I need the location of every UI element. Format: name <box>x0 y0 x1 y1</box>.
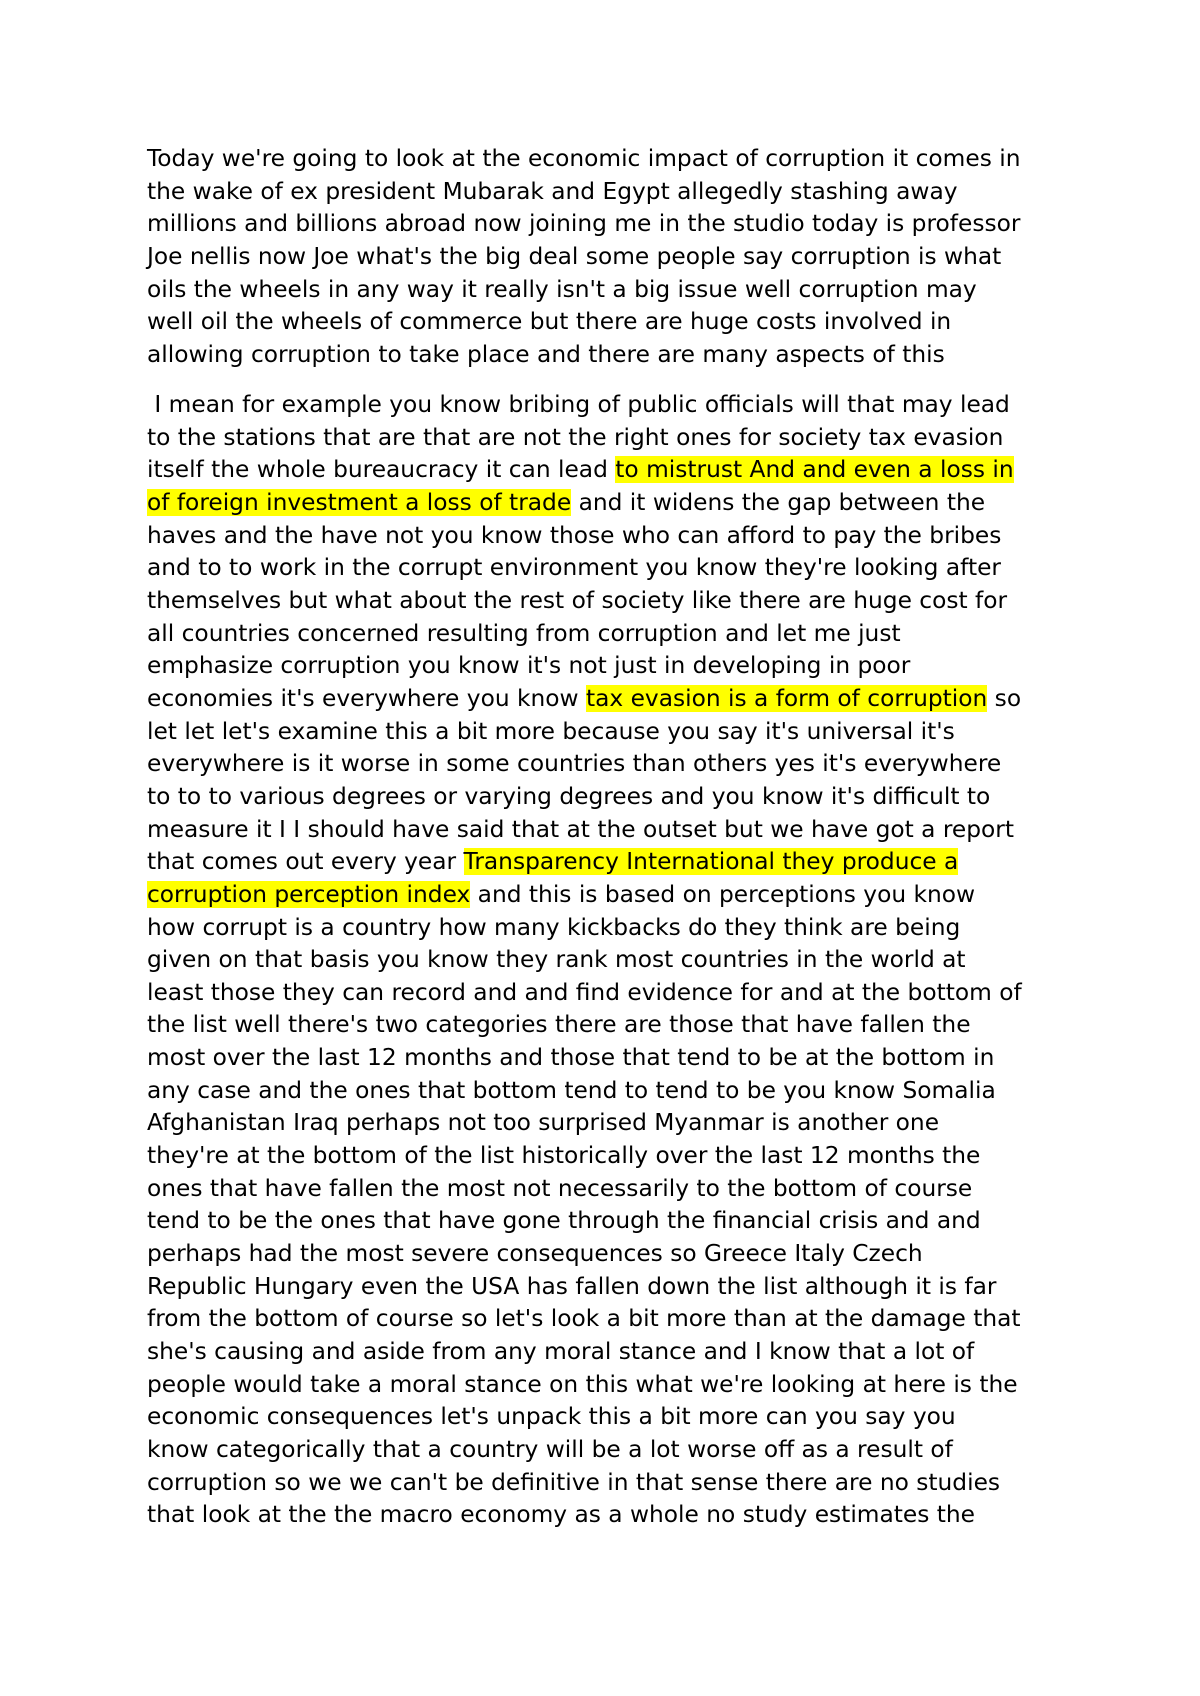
text-line: know categorically that a country will be a lot worse off as a result of <box>147 1436 953 1463</box>
text-line: they're at the bottom of the list historically over the last 12 months the <box>147 1142 981 1170</box>
text-line: that look at the the macro economy as a whole no study estimates the <box>147 1501 976 1529</box>
text-line: Republic Hungary even the USA has fallen down the list although it is far <box>147 1272 997 1300</box>
text-line: emphasize corruption you know it's not just in developing in poor <box>147 652 911 680</box>
text-line: measure it I I should have said that at the outset but we have got a report <box>147 815 1015 843</box>
text-line: all countries concerned resulting from corruption and let me just <box>147 619 901 647</box>
line-text: and it widens the gap between the <box>571 488 986 516</box>
text-line <box>147 454 1067 487</box>
paragraph-1 <box>147 143 1067 372</box>
text-line: allowing corruption to take place and there are many aspects of this <box>147 340 945 368</box>
highlighted-text: Transparency International they produce a <box>463 848 959 876</box>
text-line <box>147 487 1067 520</box>
highlighted-text: corruption perception index <box>147 880 471 908</box>
text-line: I mean for example you know bribing of public officials will that may lead <box>147 391 1010 418</box>
line-text: economies it's everywhere you know <box>147 684 586 712</box>
text-line: corruption so we we can't be definitive in that sense there are no studies <box>147 1468 1001 1496</box>
text-line: least those they can record and and find evidence for and at the bottom of <box>147 978 1022 1006</box>
highlighted-text: to mistrust And and even a loss in <box>615 456 1014 484</box>
highlighted-text: tax evasion is a form of corruption <box>585 684 988 712</box>
text-line: oils the wheels in any way it really isn't a big issue well corruption may <box>147 275 977 303</box>
text-line: Today we're going to look at the economic impact of corruption it comes in <box>147 145 1021 172</box>
text-line: ones that have fallen the most not necessarily to the bottom of course <box>147 1174 973 1202</box>
text-line: haves and the have not you know those who can afford to pay the bribes <box>147 521 1002 549</box>
text-line: people would take a moral stance on this what we're looking at here is the <box>147 1370 1018 1398</box>
text-line: the wake of ex president Mubarak and Egypt allegedly stashing away <box>147 177 958 205</box>
text-line: themselves but what about the rest of society like there are huge cost for <box>147 586 1008 614</box>
text-line: given on that basis you know they rank most countries in the world at <box>147 946 966 974</box>
text-line: well oil the wheels of commerce but there are huge costs involved in <box>147 308 952 336</box>
text-line: from the bottom of course so let's look a bit more than at the damage that <box>147 1305 1021 1333</box>
text-line: any case and the ones that bottom tend to tend to be you know Somalia <box>147 1076 996 1104</box>
text-line <box>147 683 1067 716</box>
text-line: she's causing and aside from any moral stance and I know that a lot of <box>147 1338 975 1366</box>
text-line: Afghanistan Iraq perhaps not too surprised Myanmar is another one <box>147 1109 940 1137</box>
text-line: the list well there's two categories there are those that have fallen the <box>147 1011 971 1039</box>
paragraph-2 <box>147 389 1067 1532</box>
line-text: that comes out every year <box>147 848 464 876</box>
text-line: millions and billions abroad now joining me in the studio today is professor <box>147 210 1021 238</box>
text-line: to the stations that are that are not the right ones for society tax evasion <box>147 423 1004 451</box>
text-line: let let let's examine this a bit more because you say it's universal it's <box>147 717 955 745</box>
text-line: tend to be the ones that have gone through the financial crisis and and <box>147 1207 981 1235</box>
text-line <box>147 846 1067 879</box>
line-text: so <box>987 684 1022 712</box>
text-line: Joe nellis now Joe what's the big deal some people say corruption is what <box>147 242 1002 270</box>
text-line: most over the last 12 months and those that tend to be at the bottom in <box>147 1044 995 1072</box>
line-text: and this is based on perceptions you know <box>470 880 976 908</box>
text-line: how corrupt is a country how many kickbacks do they think are being <box>147 913 961 941</box>
text-line: to to to various degrees or varying degrees and you know it's difficult to <box>147 782 991 810</box>
text-line: economic consequences let's unpack this a bit more can you say you <box>147 1403 956 1431</box>
highlighted-text: of foreign investment a loss of trade <box>147 488 572 516</box>
line-text: itself the whole bureaucracy it can lead <box>147 456 616 484</box>
text-line: and to to work in the corrupt environment you know they're looking after <box>147 554 1001 582</box>
text-line: everywhere is it worse in some countries than others yes it's everywhere <box>147 750 1002 778</box>
text-line <box>147 879 1067 912</box>
text-line: perhaps had the most severe consequences so Greece Italy Czech <box>147 1240 923 1268</box>
